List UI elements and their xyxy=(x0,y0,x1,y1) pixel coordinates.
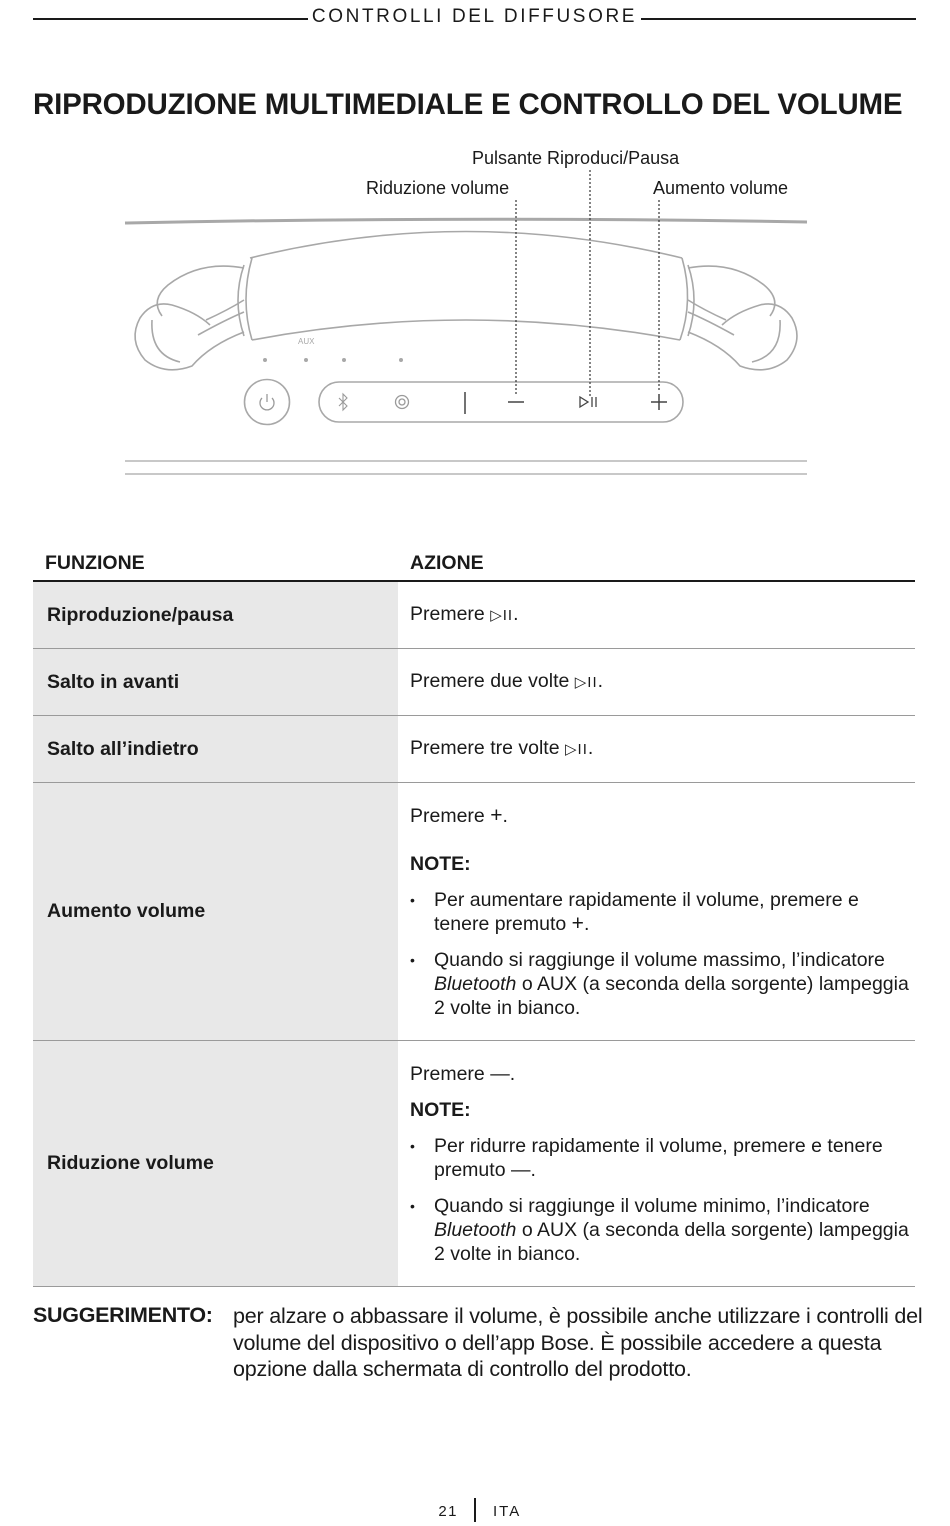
function-cell: Aumento volume xyxy=(33,783,398,1040)
table-row xyxy=(33,582,915,649)
action-text: Premere xyxy=(410,603,491,625)
function-cell: Riproduzione/pausa xyxy=(33,582,398,648)
tip-label: SUGGERIMENTO: xyxy=(33,1303,213,1327)
function-cell: Salto all’indietro xyxy=(33,716,398,782)
section-header xyxy=(33,6,916,32)
callout-play-pause: Pulsante Riproduci/Pausa xyxy=(472,148,680,168)
table-header xyxy=(33,540,915,582)
action-cell xyxy=(398,1041,915,1286)
table-row xyxy=(33,649,915,716)
function-cell: Riduzione volume xyxy=(33,1041,398,1286)
plus-icon[interactable] xyxy=(651,394,667,410)
action-text: Premere due volte xyxy=(410,670,575,692)
action-suffix: . xyxy=(597,670,604,692)
footer-separator xyxy=(474,1498,476,1522)
table-row xyxy=(33,783,915,1041)
table-row xyxy=(33,716,915,783)
note-item xyxy=(410,1134,915,1182)
note-suffix: . xyxy=(583,912,590,935)
action-text: Premere xyxy=(410,804,491,827)
table-row xyxy=(33,1041,915,1287)
action-cell xyxy=(398,649,915,715)
header-function: FUNZIONE xyxy=(45,552,145,574)
play-pause-symbol: ▷II xyxy=(490,607,514,624)
note-label: NOTE: xyxy=(410,852,471,875)
language-code: ITA xyxy=(493,1503,522,1520)
callout-leaders xyxy=(516,170,659,396)
note-text: Quando si raggiunge il volume massimo, l’indicatore xyxy=(434,948,885,971)
note-text: Per aumentare rapidamente il volume, premere e tenere premuto xyxy=(434,888,859,935)
action-cell xyxy=(398,783,915,1040)
page-footer xyxy=(0,1498,950,1526)
plus-symbol: + xyxy=(490,803,503,827)
action-suffix: . xyxy=(502,804,508,827)
action-suffix: . xyxy=(587,737,594,759)
section-title: CONTROLLI DEL DIFFUSORE xyxy=(311,6,638,27)
bluetooth-term: Bluetooth xyxy=(434,1218,517,1241)
minus-symbol: — xyxy=(510,1158,531,1181)
header-rule-right xyxy=(641,18,916,20)
action-cell xyxy=(398,582,915,648)
source-icon[interactable] xyxy=(396,396,409,409)
note-text-end: o AUX (a seconda della sorgente) lampeggia 2 volte in bianco. xyxy=(434,1218,909,1265)
function-cell: Salto in avanti xyxy=(33,649,398,715)
speaker-illustration xyxy=(0,140,950,490)
note-item xyxy=(410,948,915,1020)
action-suffix: . xyxy=(509,1062,516,1085)
aux-label: AUX xyxy=(298,337,315,346)
play-pause-icon[interactable] xyxy=(580,397,596,407)
bluetooth-icon[interactable] xyxy=(339,394,347,410)
action-text: Premere tre volte xyxy=(410,737,565,759)
play-pause-symbol: ▷II xyxy=(564,741,588,758)
note-text: Quando si raggiunge il volume minimo, l’indicatore xyxy=(434,1194,870,1217)
action-cell xyxy=(398,716,915,782)
note-list xyxy=(410,888,915,1020)
note-item xyxy=(410,1194,915,1266)
note-label: NOTE: xyxy=(410,1098,471,1121)
action-text: Premere xyxy=(410,1062,491,1085)
tip-text: per alzare o abbassare il volume, è possibile anche utilizzare i controlli del volume del dispositivo o dell’app Bose. È possibile accedere a questa opzione dalla schermata di controllo del prodotto. xyxy=(233,1304,923,1381)
speaker-drawing xyxy=(0,140,950,490)
note-text: Per ridurre rapidamente il volume, premere e tenere premuto xyxy=(434,1134,883,1181)
bluetooth-term: Bluetooth xyxy=(434,972,517,995)
note-item xyxy=(410,888,915,936)
header-action: AZIONE xyxy=(410,552,484,574)
power-icon[interactable] xyxy=(260,394,274,410)
function-table xyxy=(33,540,915,1287)
page-number: 21 xyxy=(438,1503,458,1520)
play-pause-symbol: ▷II xyxy=(574,674,598,691)
note-suffix: . xyxy=(530,1158,536,1181)
note-text-end: o AUX (a seconda della sorgente) lampeggia 2 volte in bianco. xyxy=(434,972,909,1019)
callout-volume-down: Riduzione volume xyxy=(366,178,510,198)
minus-symbol: — xyxy=(490,1062,510,1085)
callout-volume-up: Aumento volume xyxy=(653,178,789,198)
action-suffix: . xyxy=(513,603,519,625)
plus-symbol: + xyxy=(571,911,584,935)
page-title: RIPRODUZIONE MULTIMEDIALE E CONTROLLO DEL VOLUME xyxy=(33,88,903,121)
note-list xyxy=(410,1134,915,1266)
